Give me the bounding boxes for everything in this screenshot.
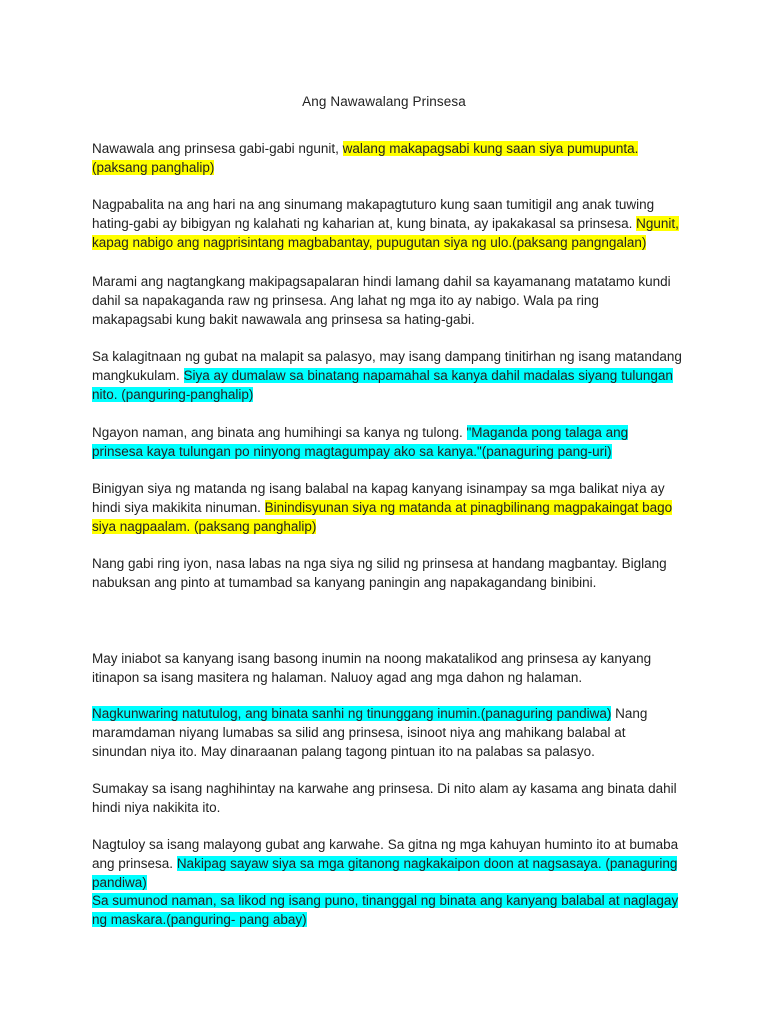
text-segment: Nang gabi ring iyon, nasa labas na nga siya ng silid ng prinsesa at handang magbantay. Biglang nabuksan ang pinto at tumambad sa kanyang paningin ang napakagandang binibini.: [92, 556, 667, 590]
text-segment: Marami ang nagtangkang makipagsapalaran hindi lamang dahil sa kayamanang matatamo kundi dahil sa napakaganda raw ng prinsesa. Ang lahat ng mga ito ay nabigo. Wala pa ring makapagsabi kung bakit nawawala ang prinsesa sa hating-gabi.: [92, 274, 671, 327]
highlighted-segment: Nagkunwaring natutulog, ang binata sanhi ng tinunggang inumin.(panaguring pandiwa): [92, 706, 612, 721]
highlighted-segment: Siya ay dumalaw sa binatang napamahal sa kanya dahil madalas siyang tulungan nito. (panguring-panghalip): [92, 368, 673, 402]
paragraph-4: [92, 347, 682, 404]
paragraph-8: [92, 649, 682, 687]
paragraph-2: [92, 195, 682, 252]
highlighted-segment: Sa sumunod naman, sa likod ng isang puno, tinanggal ng binata ang kanyang balabal at naglagay ng maskara.(panguring- pang abay): [92, 893, 679, 927]
highlighted-segment: "Maganda pong talaga ang prinsesa kaya tulungan po ninyong magtagumpay ako sa kanya."(panaguring pang-uri): [92, 425, 629, 459]
paragraph-9: [92, 704, 682, 761]
text-segment: May iniabot sa kanyang isang basong inumin na noong makatalikod ang prinsesa ay kanyang itinapon sa isang masitera ng halaman. Naluoy agad ang mga dahon ng halaman.: [92, 651, 652, 685]
text-segment: Ngayon naman, ang binata ang humihingi sa kanya ng tulong.: [92, 425, 467, 440]
paragraph-1: [92, 139, 682, 177]
text-segment: Nagtuloy sa isang malayong gubat ang karwahe. Sa gitna ng mga kahuyan huminto ito at bumaba ang prinsesa.: [92, 837, 679, 871]
paragraph-12: [92, 891, 682, 929]
document-title: Ang Nawawalang Prinsesa: [302, 94, 466, 109]
paragraph-3: [92, 272, 682, 329]
highlighted-segment: Binindisyunan siya ng matanda at pinagbilinang magpakaingat bago siya nagpaalam. (paksang panghalip): [92, 500, 673, 534]
text-segment: Nawawala ang prinsesa gabi-gabi ngunit,: [92, 141, 343, 156]
text-segment: Nagpabalita na ang hari na ang sinumang makapagtuturo kung saan tumitigil ang anak tuwing hating-gabi ay bibigyan ng kalahati ng kaharian at, kung binata, ay ipakakasal sa prinsesa.: [92, 197, 655, 231]
paragraph-5: [92, 423, 682, 461]
text-segment: Binigyan siya ng matanda ng isang balabal na kapag kanyang isinampay sa mga balikat niya ay hindi siya makikita ninuman.: [92, 481, 665, 515]
paragraph-10: [92, 779, 682, 817]
highlighted-segment: walang makapagsabi kung saan siya pumupunta. (paksang panghalip): [92, 141, 639, 175]
text-segment: Nang maramdaman niyang lumabas sa silid ang prinsesa, isinoot niya ang mahikang balabal at sinundan niya ito. May dinaraanan palang tagong pintuan ito na palabas sa palasyo.: [92, 706, 648, 759]
text-segment: Sumakay sa isang naghihintay na karwahe ang prinsesa. Di nito alam ay kasama ang binata dahil hindi niya nakikita ito.: [92, 781, 677, 815]
text-segment: Sa kalagitnaan ng gubat na malapit sa palasyo, may isang dampang tinitirhan ng isang matandang mangkukulam.: [92, 349, 682, 383]
highlighted-segment: Ngunit, kapag nabigo ang nagprisintang magbabantay, pupugutan siya ng ulo.(paksang pangngalan): [92, 216, 679, 250]
highlighted-segment: Nakipag sayaw siya sa mga gitanong nagkakaipon doon at nagsasaya. (panaguring pandiwa): [92, 856, 678, 890]
paragraph-11: [92, 835, 682, 892]
paragraph-7: [92, 554, 682, 592]
paragraph-6: [92, 479, 682, 536]
